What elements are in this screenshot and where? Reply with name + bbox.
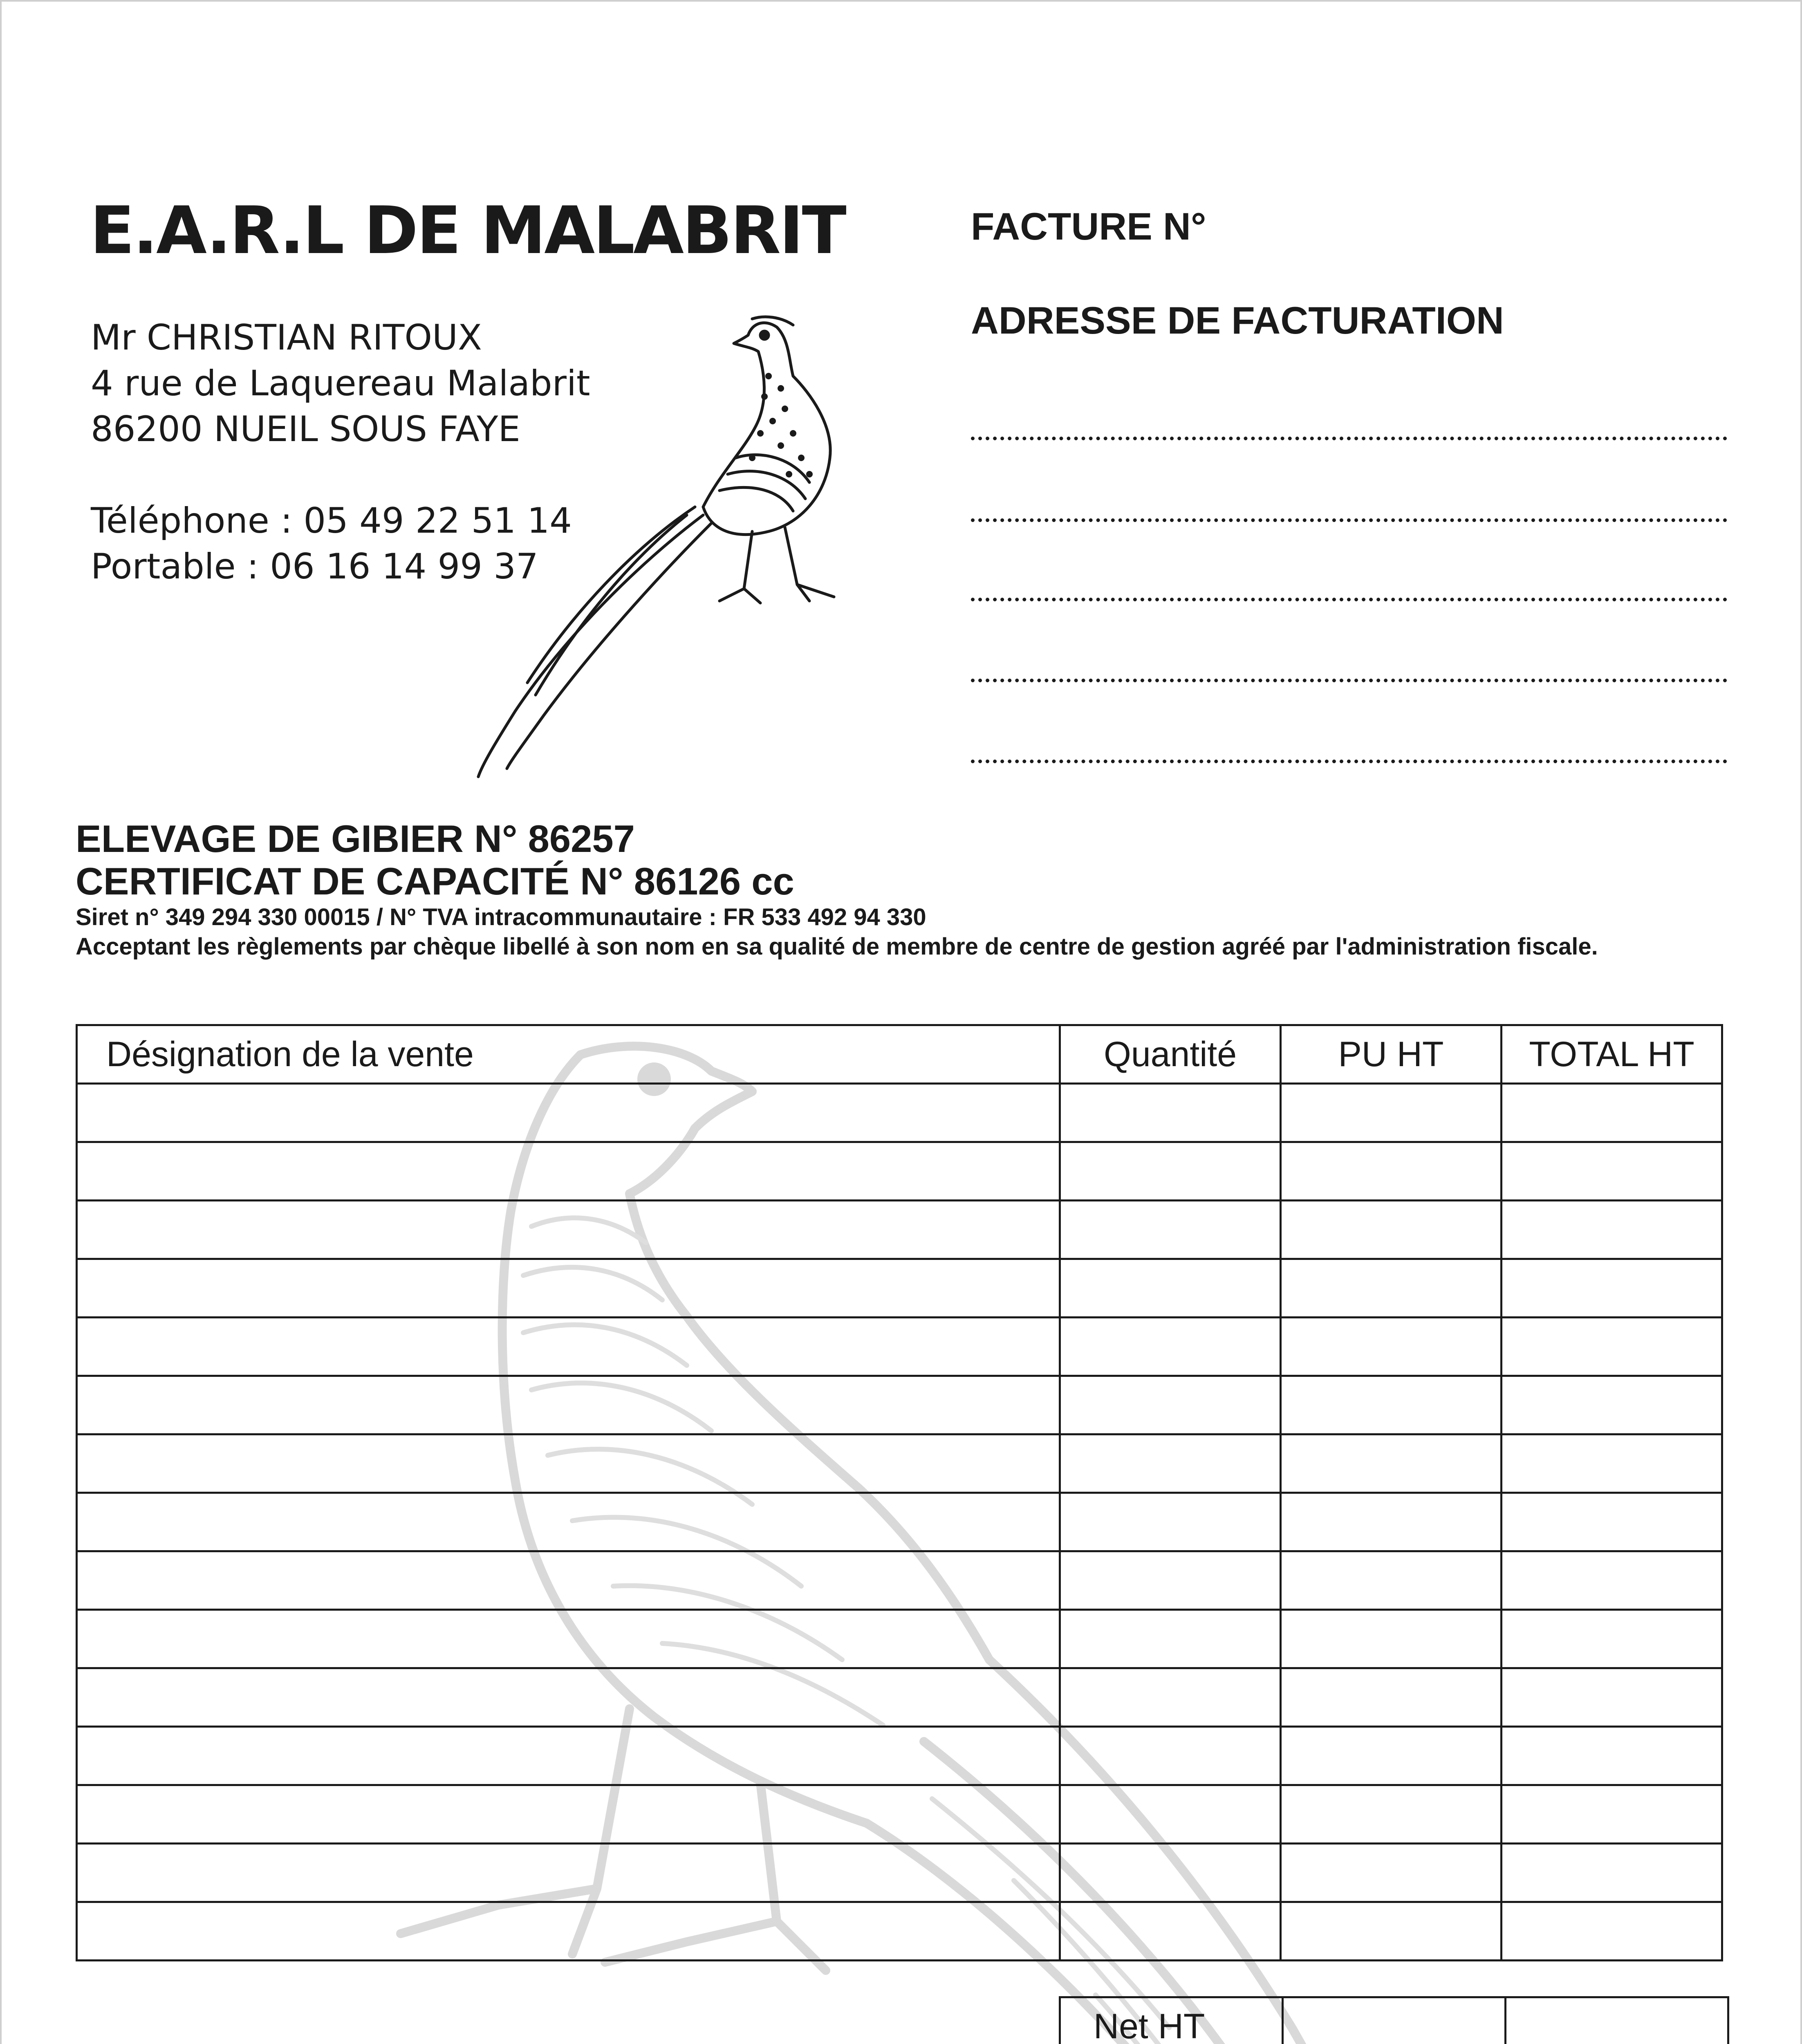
- unit-price-cell[interactable]: [1281, 1318, 1502, 1376]
- unit-price-cell[interactable]: [1281, 1668, 1502, 1727]
- quantity-cell[interactable]: [1060, 1318, 1281, 1376]
- table-row: [77, 1785, 1722, 1844]
- unit-price-cell[interactable]: [1281, 1201, 1502, 1259]
- designation-cell[interactable]: [77, 1493, 1060, 1551]
- header-unit-price: PU HT: [1281, 1025, 1502, 1084]
- total-cell[interactable]: [1502, 1084, 1722, 1142]
- mobile-number: Portable : 06 16 14 99 37: [91, 546, 538, 587]
- designation-cell[interactable]: [77, 1551, 1060, 1610]
- table-row: [77, 1902, 1722, 1961]
- quantity-cell[interactable]: [1060, 1084, 1281, 1142]
- unit-price-cell[interactable]: [1281, 1844, 1502, 1902]
- unit-price-cell[interactable]: [1281, 1610, 1502, 1668]
- quantity-cell[interactable]: [1060, 1142, 1281, 1201]
- total-cell[interactable]: [1502, 1318, 1722, 1376]
- designation-cell[interactable]: [77, 1142, 1060, 1201]
- table-header-row: [77, 1025, 1722, 1084]
- billing-address-line[interactable]: [971, 760, 1727, 763]
- phone-number: Téléphone : 05 49 22 51 14: [91, 500, 572, 541]
- unit-price-cell[interactable]: [1281, 1493, 1502, 1551]
- contact-name: Mr CHRISTIAN RITOUX: [91, 317, 482, 358]
- total-cell[interactable]: [1502, 1844, 1722, 1902]
- quantity-cell[interactable]: [1060, 1493, 1281, 1551]
- quantity-cell[interactable]: [1060, 1668, 1281, 1727]
- pheasant-icon: [442, 303, 842, 785]
- total-cell[interactable]: [1502, 1376, 1722, 1434]
- total-cell[interactable]: [1502, 1259, 1722, 1318]
- quantity-cell[interactable]: [1060, 1844, 1281, 1902]
- header-designation: Désignation de la vente: [77, 1025, 1060, 1084]
- total-cell[interactable]: [1502, 1142, 1722, 1201]
- table-row: [77, 1376, 1722, 1434]
- designation-cell[interactable]: [77, 1902, 1060, 1961]
- designation-cell[interactable]: [77, 1201, 1060, 1259]
- unit-price-cell[interactable]: [1281, 1727, 1502, 1785]
- table-row: [77, 1844, 1722, 1902]
- total-cell[interactable]: [1502, 1610, 1722, 1668]
- unit-price-cell[interactable]: [1281, 1902, 1502, 1961]
- table-row: [77, 1142, 1722, 1201]
- billing-address-line[interactable]: [971, 679, 1727, 682]
- company-name: E.A.R.L DE MALABRIT: [90, 192, 845, 269]
- designation-cell[interactable]: [77, 1259, 1060, 1318]
- designation-cell[interactable]: [77, 1785, 1060, 1844]
- designation-cell[interactable]: [77, 1844, 1060, 1902]
- designation-cell[interactable]: [77, 1727, 1060, 1785]
- billing-address-line[interactable]: [971, 598, 1727, 601]
- net-ht-label: Net HT: [1060, 1997, 1283, 2044]
- billing-address-line[interactable]: [971, 437, 1727, 440]
- table-row: [77, 1610, 1722, 1668]
- total-cell[interactable]: [1502, 1668, 1722, 1727]
- table-row: [77, 1493, 1722, 1551]
- billing-address-line[interactable]: [971, 518, 1727, 522]
- quantity-cell[interactable]: [1060, 1201, 1281, 1259]
- table-row: [77, 1318, 1722, 1376]
- unit-price-cell[interactable]: [1281, 1785, 1502, 1844]
- designation-cell[interactable]: [77, 1376, 1060, 1434]
- totals-row-net-ht: [1060, 1997, 1728, 2044]
- unit-price-cell[interactable]: [1281, 1551, 1502, 1610]
- net-ht-value[interactable]: [1283, 1997, 1506, 2044]
- table-row: [77, 1434, 1722, 1493]
- payment-acceptance-note: Acceptant les règlements par chèque libellé à son nom en sa qualité de membre de centre de gestion agréé par l'administration fiscale.: [76, 933, 1598, 960]
- table-row: [77, 1259, 1722, 1318]
- total-cell[interactable]: [1502, 1201, 1722, 1259]
- table-row: [77, 1727, 1722, 1785]
- siret-vat-number: Siret n° 349 294 330 00015 / N° TVA intracommunautaire : FR 533 492 94 330: [76, 904, 926, 930]
- unit-price-cell[interactable]: [1281, 1142, 1502, 1201]
- designation-cell[interactable]: [77, 1668, 1060, 1727]
- net-ht-total[interactable]: [1506, 1997, 1728, 2044]
- invoice-number-label: FACTURE N°: [971, 205, 1206, 248]
- billing-address-label: ADRESSE DE FACTURATION: [971, 299, 1504, 342]
- game-breeding-number: ELEVAGE DE GIBIER N° 86257: [76, 817, 635, 860]
- capacity-certificate-number: CERTIFICAT DE CAPACITÉ N° 86126 cc: [76, 860, 794, 903]
- address-line-1: 4 rue de Laquereau Malabrit: [91, 363, 590, 404]
- total-cell[interactable]: [1502, 1434, 1722, 1493]
- unit-price-cell[interactable]: [1281, 1376, 1502, 1434]
- table-row: [77, 1668, 1722, 1727]
- designation-cell[interactable]: [77, 1434, 1060, 1493]
- designation-cell[interactable]: [77, 1084, 1060, 1142]
- header-quantity: Quantité: [1060, 1025, 1281, 1084]
- unit-price-cell[interactable]: [1281, 1434, 1502, 1493]
- designation-cell[interactable]: [77, 1318, 1060, 1376]
- quantity-cell[interactable]: [1060, 1551, 1281, 1610]
- designation-cell[interactable]: [77, 1610, 1060, 1668]
- quantity-cell[interactable]: [1060, 1610, 1281, 1668]
- table-row: [77, 1084, 1722, 1142]
- quantity-cell[interactable]: [1060, 1785, 1281, 1844]
- quantity-cell[interactable]: [1060, 1902, 1281, 1961]
- total-cell[interactable]: [1502, 1902, 1722, 1961]
- unit-price-cell[interactable]: [1281, 1084, 1502, 1142]
- quantity-cell[interactable]: [1060, 1376, 1281, 1434]
- quantity-cell[interactable]: [1060, 1259, 1281, 1318]
- total-cell[interactable]: [1502, 1551, 1722, 1610]
- quantity-cell[interactable]: [1060, 1434, 1281, 1493]
- address-line-2: 86200 NUEIL SOUS FAYE: [91, 409, 520, 450]
- table-row: [77, 1201, 1722, 1259]
- quantity-cell[interactable]: [1060, 1727, 1281, 1785]
- table-row: [77, 1551, 1722, 1610]
- unit-price-cell[interactable]: [1281, 1259, 1502, 1318]
- totals-table: [1059, 1996, 1729, 2044]
- total-cell[interactable]: [1502, 1785, 1722, 1844]
- total-cell[interactable]: [1502, 1493, 1722, 1551]
- sales-table: [76, 1024, 1723, 1961]
- header-total: TOTAL HT: [1502, 1025, 1722, 1084]
- registration-info: [76, 818, 1598, 961]
- total-cell[interactable]: [1502, 1727, 1722, 1785]
